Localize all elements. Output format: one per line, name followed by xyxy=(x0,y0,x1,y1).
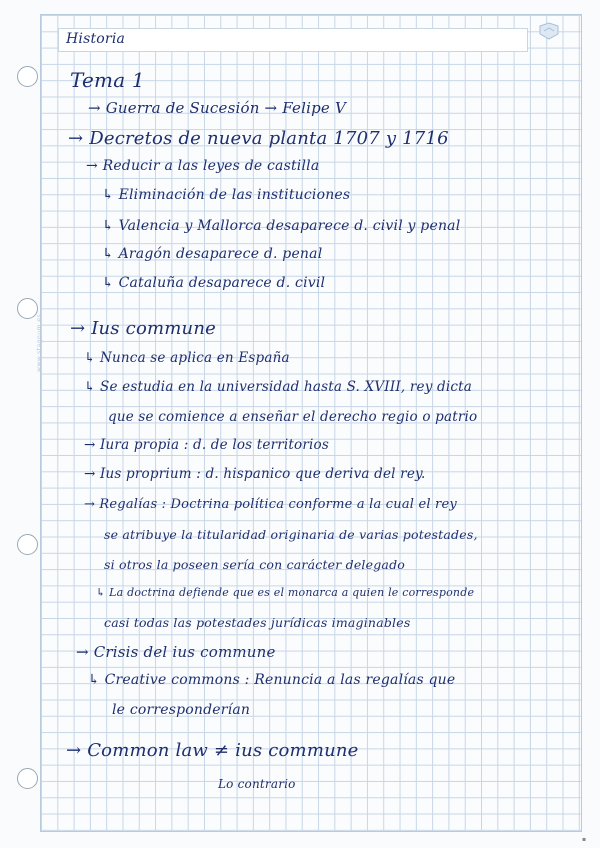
note-line: ↳ Se estudia en la universidad hasta S. XVIII, rey dicta xyxy=(84,379,473,395)
section-heading: → Common law ≠ ius commune xyxy=(66,740,359,761)
note-line: que se comience a enseñar el derecho regio o patrio xyxy=(108,409,478,425)
note-annotation: Lo contrario xyxy=(218,777,296,791)
note-line: → Reducir a las leyes de castilla xyxy=(86,158,320,174)
section-heading: → Ius commune xyxy=(70,318,216,339)
note-line: le corresponderían xyxy=(112,702,251,718)
note-line: casi todas las potestades jurídicas imaginables xyxy=(104,615,411,630)
note-line: → Ius proprium : d. hispanico que deriva del rey. xyxy=(84,466,426,482)
note-line: ↳ Nunca se aplica en España xyxy=(84,350,290,366)
note-line: ↳ Creative commons : Renuncia a las regalías que xyxy=(88,672,456,688)
binder-hole xyxy=(17,534,38,555)
note-line: si otros la poseen sería con carácter delegado xyxy=(104,557,405,572)
page-marker: ▪ xyxy=(582,836,587,843)
note-line: ↳ Aragón desaparece d. penal xyxy=(102,246,323,262)
brand-logo-icon xyxy=(536,22,562,40)
header-box xyxy=(58,28,528,52)
note-line: ↳ Cataluña desaparece d. civil xyxy=(102,275,326,291)
note-line: ↳ Valencia y Mallorca desaparece d. civil y penal xyxy=(102,218,461,234)
note-line: → Regalías : Doctrina política conforme a la cual el rey xyxy=(84,497,457,512)
page-title: Tema 1 xyxy=(70,68,145,92)
subject-label: Historia xyxy=(66,31,126,47)
note-line: se atribuye la titularidad originaria de varias potestades, xyxy=(104,527,478,542)
binder-hole xyxy=(17,298,38,319)
side-brand-text: www.stagnum.es xyxy=(36,313,43,372)
note-line: → Iura propia : d. de los territorios xyxy=(84,437,330,453)
note-line: → Decretos de nueva planta 1707 y 1716 xyxy=(68,128,449,149)
note-line: ↳ Eliminación de las instituciones xyxy=(102,187,351,203)
section-heading: → Crisis del ius commune xyxy=(76,643,276,661)
binder-hole xyxy=(17,66,38,87)
note-line: → Guerra de Sucesión → Felipe V xyxy=(88,99,346,117)
note-line: ↳ La doctrina defiende que es el monarca a quien le corresponde xyxy=(96,586,475,599)
binder-hole xyxy=(17,768,38,789)
